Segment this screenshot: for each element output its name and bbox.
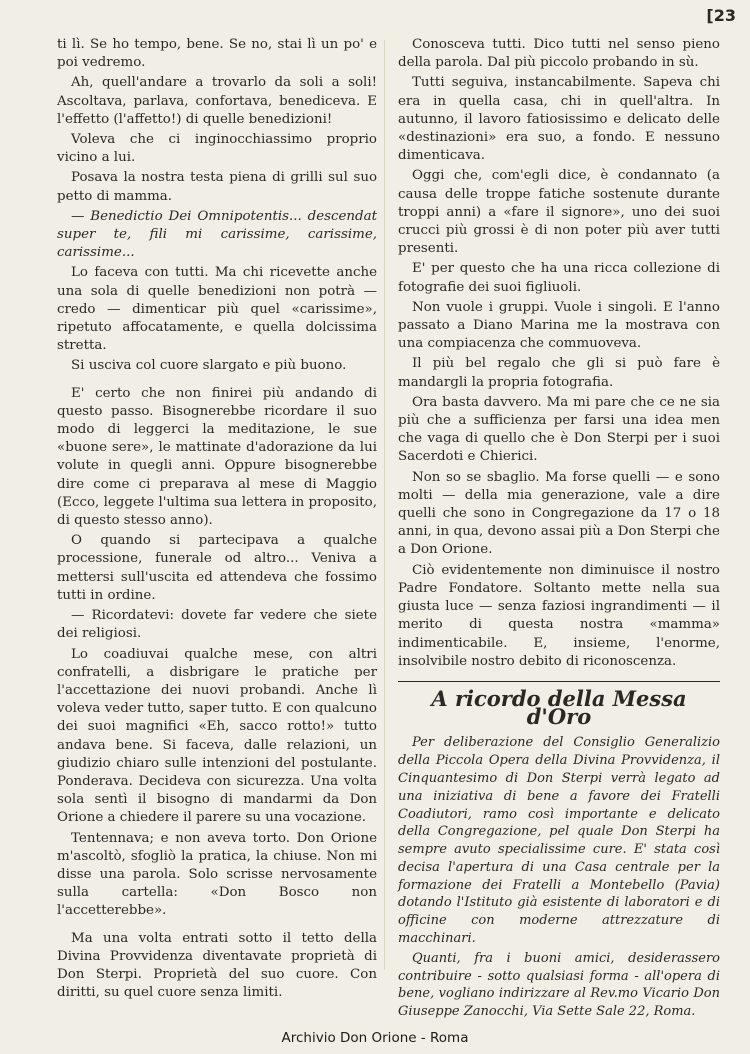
paragraph: Lo coadiuvai qualche mese, con altri confratelli, a disbrigare le pratiche per l'accettazione dei nuovi probandi. Anche lì voleva veder tutto, saper tutto. E con qualcuno dei suoi magnifici «Eh, sacco rotto!» tutto andava bene. Si faceva, dalle relazioni, un giudizio chiaro sulle intenzioni del postulante. Ponderava. Decideva con sicurezza. Una volta sola sentì il bisogno di mandarmi da Don Orione a chiedere il parere su una vocazione. [57, 646, 377, 826]
paragraph: Voleva che ci inginocchiassimo proprio vicino a lui. [57, 132, 377, 166]
paragraph: Il più bel regalo che gli si può fare è mandargli la propria fotografia. [398, 356, 720, 390]
announcement-paragraph: Quanti, fra i buoni amici, desiderassero contribuire - sotto qualsiasi forma - all'opera di bene, vogliano indirizzare al Rev.mo Vicario Don Giuseppe Zanocchi, Via Sette Sale 22, Roma. [398, 950, 720, 1020]
column-divider [384, 40, 385, 970]
paragraph: O quando si partecipava a qualche processione, funerale od altro... Veniva a mettersi sull'uscita ed attendeva che fossimo tutti in ordine. [57, 533, 377, 603]
right-column [398, 36, 720, 1023]
left-column [57, 36, 377, 1004]
section-divider [398, 681, 720, 682]
paragraph: Ciò evidentemente non diminuisce il nostro Padre Fondatore. Soltanto mette nella sua giusta luce — senza faziosi ingrandimenti — il merito di questa nostra «mamma» indimenticabile. E, insieme, l'enorme, insolvibile nostro debito di riconoscenza. [398, 562, 720, 669]
paragraph: Lo faceva con tutti. Ma chi ricevette anche una sola di quelle benedizioni non potrà — credo — dimenticar più quel «carissime», ripetuto affocatamente, e quella dolcissima stretta. [57, 265, 377, 354]
announcement-title: A ricordo della Messa d'Oro [431, 685, 687, 730]
paragraph: Tutti seguiva, instancabilmente. Sapeva chi era in quella casa, chi in quell'altra. In autunno, il lavoro fatiosissimo e delicato delle «destinazioni» era suo, a fondo. E nessuno dimenticava. [398, 75, 720, 164]
latin-blessing: — Benedictio Dei Omnipotentis... descendat super te, fili mi carissime, carissime, carissime... [57, 208, 377, 261]
archive-footer: Archivio Don Orione - Roma [281, 1030, 469, 1046]
paragraph: Oggi che, com'egli dice, è condannato (a causa delle troppe fatiche sostenute durante troppi anni) a «fare il signore», uno dei suoi crucci più grossi è di non poter più aver tutti presenti. [398, 168, 720, 257]
paragraph: Ora basta davvero. Ma mi pare che ce ne sia più che a sufficienza per farsi una idea men che vaga di quello che è Don Sterpi per i suoi Sacerdoti e Chierici. [398, 394, 720, 465]
paragraph: — Ricordatevi: dovete far vedere che siete dei religiosi. [57, 608, 377, 642]
paragraph: E' per questo che ha una ricca collezione di fotografie dei suoi figliuoli. [398, 261, 720, 295]
paragraph: ti lì. Se ho tempo, bene. Se no, stai lì un po' e poi vedremo. [57, 37, 377, 71]
paragraph: Tentennava; e non aveva torto. Don Orione m'ascoltò, sfogliò la pratica, la chiuse. Non mi disse una parola. Solo scrisse nervosamente sulla cartella: «Don Bosco non l'accetterebbe». [57, 830, 377, 919]
paragraph: Non so se sbaglio. Ma forse quelli — e sono molti — della mia generazione, vale a dire quelli che sono in Congregazione da 17 o 18 anni, in qua, devono assai più a Don Sterpi che a Don Orione. [398, 469, 720, 558]
paragraph: Non vuole i gruppi. Vuole i singoli. E l'anno passato a Diano Marina me la mostrava con una compiacenza che commuoveva. [398, 299, 720, 352]
paragraph: Ah, quell'andare a trovarlo da soli a soli! Ascoltava, parlava, confortava, benediceva. E l'effetto (l'affetto!) di quelle benedizioni! [57, 75, 377, 127]
paragraph: E' certo che non finirei più andando di questo passo. Bisognerebbe ricordare il suo modo di leggerci la meditazione, le sue «buone sere», le mattinate d'adorazione da lui volute in quegli anni. Oppure bisognerebbe dire come ci preparava al mese di Maggio (Ecco, leggete l'ultima sua lettera in proposito, di questo stesso anno). [57, 385, 377, 529]
paragraph: Si usciva col cuore slargato e più buono. [71, 358, 347, 374]
paragraph: Conosceva tutti. Dico tutti nel senso pieno della parola. Dal più piccolo probando in sù. [398, 37, 720, 71]
page-number: [23 [706, 6, 736, 25]
announcement-paragraph: Per deliberazione del Consiglio Generalizio della Piccola Opera della Divina Provvidenza, il Cinquantesimo di Don Sterpi verrà legato ad una iniziativa di bene a favore dei Fratelli Coadiutori, ramo così importante e delicato della Congregazione, pel quale Don Sterpi ha sempre avuto specialissime cure. E' stata così decisa l'apertura di una Casa centrale per la formazione dei Fratelli a Montebello (Pavia) dotando l'Istituto già esistente di laboratori e di officine con moderne attrezzature di macchinari. [398, 735, 720, 947]
paragraph: Posava la nostra testa piena di grilli sul suo petto di mamma. [57, 170, 377, 204]
paragraph: Ma una volta entrati sotto il tetto della Divina Provvidenza diventavate proprietà di Don Sterpi. Proprietà del suo cuore. Con diritti, su quel cuore senza limiti. [57, 930, 377, 1001]
announcement-box [398, 685, 720, 1021]
